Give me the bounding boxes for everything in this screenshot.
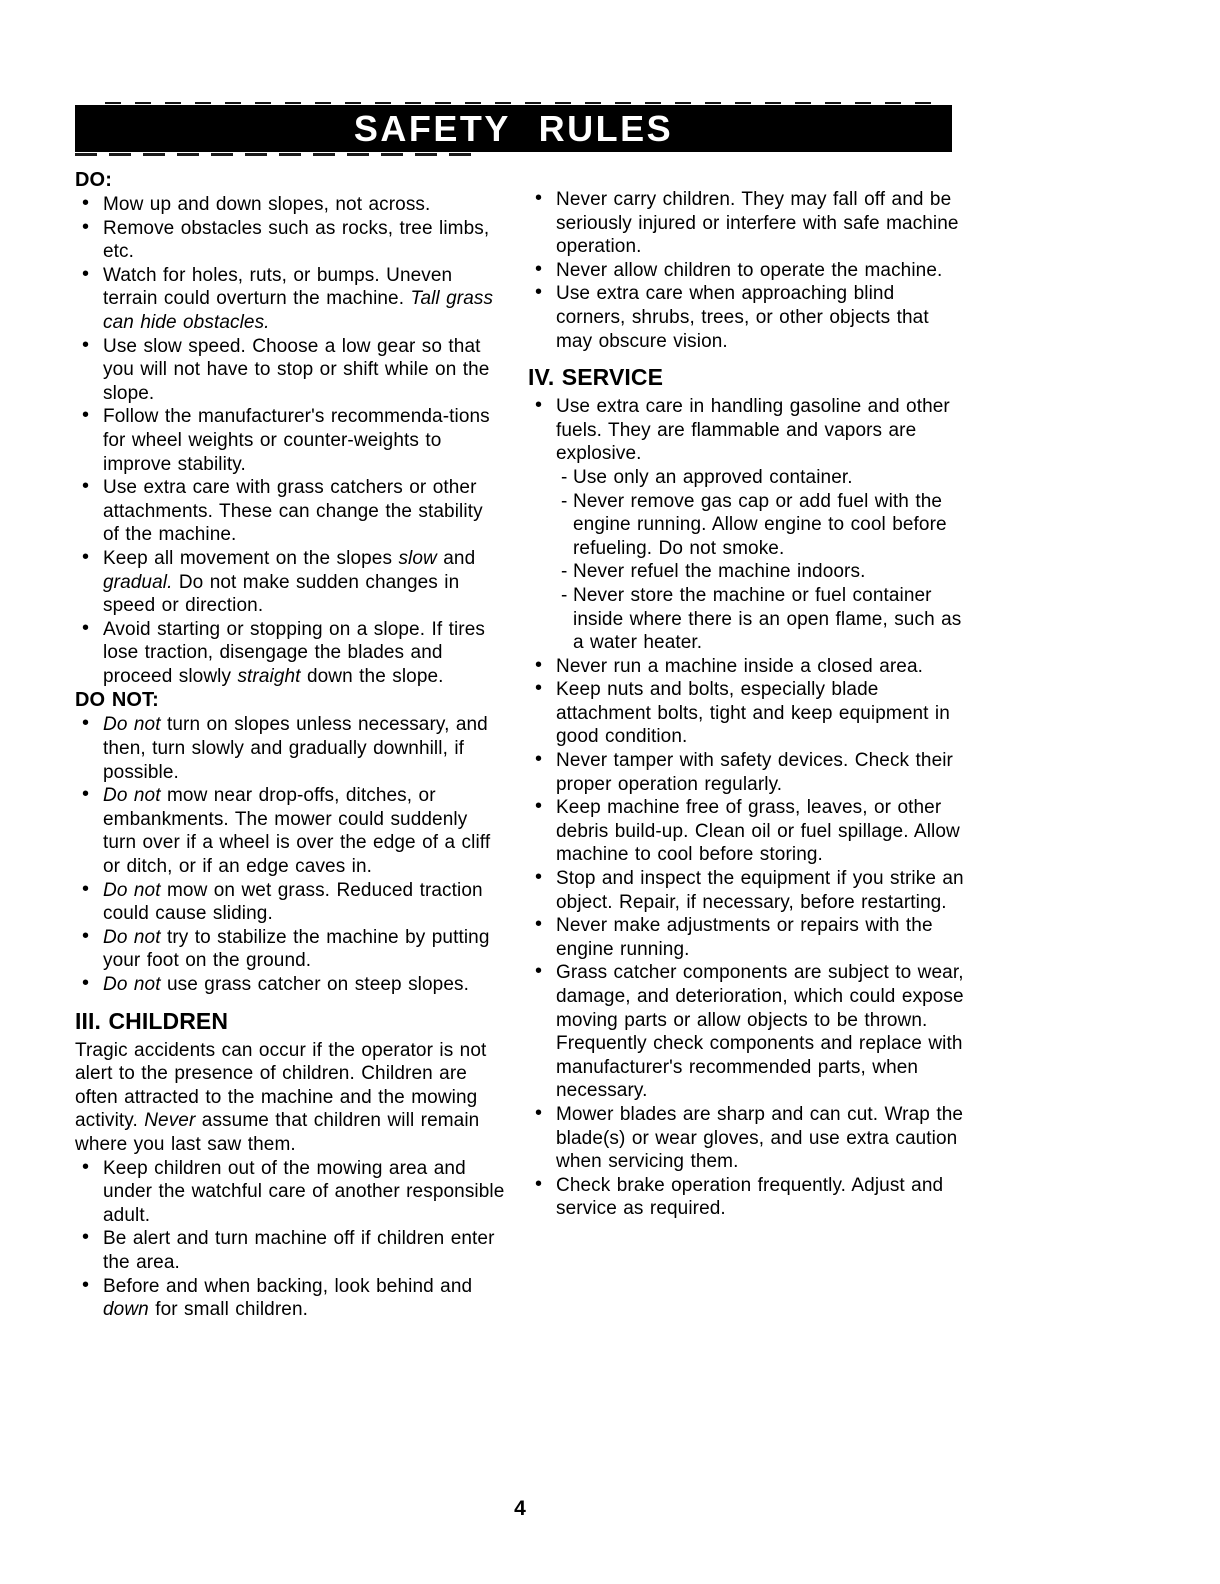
list-item: • Keep all movement on the slopes slow and gradual. Do not make sudden changes in speed or direction.: [75, 547, 505, 618]
list-item: • Be alert and turn machine off if children enter the area.: [75, 1227, 505, 1274]
two-column-body: [75, 168, 965, 1322]
list-item: • Do not mow near drop-offs, ditches, or embankments. The mower could suddenly turn over if a wheel is over the edge of a cliff or ditch, or if an edge caves in.: [75, 784, 505, 878]
title-bar: [75, 105, 952, 152]
list-item: • Never allow children to operate the machine.: [528, 259, 965, 283]
list-item: • Never carry children. They may fall off and be seriously injured or interfere with safe machine operation.: [528, 188, 965, 259]
right-column: [528, 168, 965, 1322]
list-item: • Keep children out of the mowing area and under the watchful care of another responsible adult.: [75, 1157, 505, 1228]
dash-sublist: [556, 466, 965, 655]
list-item: • Grass catcher components are subject to wear, damage, and deterioration, which could expose moving parts or allow objects to be thrown. Frequently check components and replace with manufacturer's recommended parts, when necessary.: [528, 961, 965, 1103]
list-item: • Use extra care when approaching blind corners, shrubs, trees, or other objects that may obscure vision.: [528, 282, 965, 353]
service-heading: IV. SERVICE: [528, 364, 664, 391]
page-number: 4: [514, 1497, 526, 1520]
list-item: • Stop and inspect the equipment if you strike an object. Repair, if necessary, before restarting.: [528, 867, 965, 914]
list-item: • Do not turn on slopes unless necessary, and then, turn slowly and gradually downhill, if possible.: [75, 713, 505, 784]
right-top-list: [528, 188, 965, 353]
list-item: • Never run a machine inside a closed area.: [528, 655, 965, 679]
left-column: [75, 168, 505, 1322]
document-page: [75, 105, 965, 1322]
sub-list-item: - Never store the machine or fuel container inside where there is an open flame, such as a water heater.: [556, 584, 965, 655]
list-item: • Mower blades are sharp and can cut. Wrap the blade(s) or wear gloves, and use extra caution when servicing them.: [528, 1103, 965, 1174]
list-item: • Do not try to stabilize the machine by putting your foot on the ground.: [75, 926, 505, 973]
list-item: • Never tamper with safety devices. Check their proper operation regularly.: [528, 749, 965, 796]
sub-list-item: - Use only an approved container.: [556, 466, 965, 490]
page-title: SAFETY RULES: [353, 107, 674, 149]
list-item: • Do not mow on wet grass. Reduced traction could cause sliding.: [75, 879, 505, 926]
children-intro: Tragic accidents can occur if the operator is not alert to the presence of children. Children are often attracted to the machine and the mowing activity. Never assume that children will remain where you last saw them.: [75, 1039, 487, 1155]
sub-list-item: - Never remove gas cap or add fuel with the engine running. Allow engine to cool before refueling. Do not smoke.: [556, 490, 965, 561]
list-item: • Keep machine free of grass, leaves, or other debris build-up. Clean oil or fuel spillage. Allow machine to cool before storing.: [528, 796, 965, 867]
page-footer: [75, 1497, 965, 1521]
do-not-heading: DO NOT:: [75, 689, 159, 712]
do-list: [75, 193, 505, 688]
do-heading: DO:: [75, 169, 112, 191]
list-item: • Use extra care in handling gasoline and other fuels. They are flammable and vapors are explosive. - Use only an approved container. - Never remove gas cap or add fuel with the engine running. Allow engine to cool before refueling. Do not smoke. - Never refuel the machine indoors. - Never store the machine or fuel container inside where there is an open flame, such as a water heater.: [528, 395, 965, 655]
list-item: • Never make adjustments or repairs with the engine running.: [528, 914, 965, 961]
sub-list-item: - Never refuel the machine indoors.: [556, 560, 965, 584]
list-item: • Use extra care with grass catchers or other attachments. These can change the stability of the machine.: [75, 476, 505, 547]
do-not-list: [75, 713, 505, 996]
children-heading: III. CHILDREN: [75, 1007, 229, 1034]
list-item: • Check brake operation frequently. Adjust and service as required.: [528, 1174, 965, 1221]
list-item: • Follow the manufacturer's recommenda-tions for wheel weights or counter-weights to improve stability.: [75, 405, 505, 476]
list-item: • Keep nuts and bolts, especially blade attachment bolts, tight and keep equipment in good condition.: [528, 678, 965, 749]
service-list: [528, 395, 965, 1221]
list-item: • Remove obstacles such as rocks, tree limbs, etc.: [75, 217, 505, 264]
list-item: • Watch for holes, ruts, or bumps. Uneven terrain could overturn the machine. Tall grass can hide obstacles.: [75, 264, 505, 335]
list-item: • Avoid starting or stopping on a slope. If tires lose traction, disengage the blades and proceed slowly straight down the slope.: [75, 618, 505, 689]
list-item: • Use slow speed. Choose a low gear so that you will not have to stop or shift while on the slope.: [75, 335, 505, 406]
list-item: • Before and when backing, look behind and down for small children.: [75, 1275, 505, 1322]
list-item: • Do not use grass catcher on steep slopes.: [75, 973, 505, 997]
list-item: • Mow up and down slopes, not across.: [75, 193, 505, 217]
children-list: [75, 1157, 505, 1322]
